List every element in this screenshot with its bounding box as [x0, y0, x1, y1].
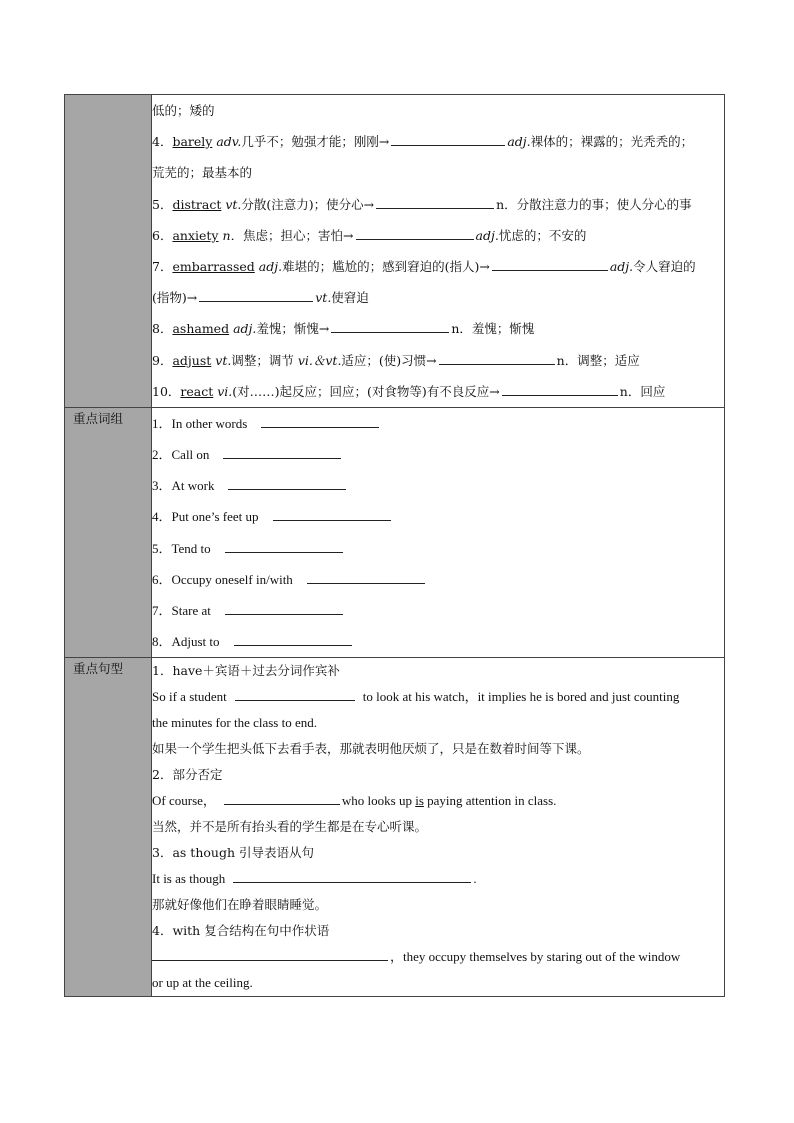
sentences-content: [152, 658, 725, 997]
phrase-item: 4．Put one’s feet up: [152, 501, 724, 532]
sentences-row: [65, 658, 725, 997]
phrase-item: 7．Stare at: [152, 595, 724, 626]
sentence-1-english-cont: the minutes for the class to end.: [152, 715, 317, 731]
answer-blank[interactable]: [228, 476, 346, 490]
answer-blank[interactable]: [391, 132, 505, 146]
word-barely: barely: [172, 134, 213, 150]
vocab-item-8: 8．ashamed adj.羞愧；惭愧→ n．羞愧；惭愧: [152, 321, 535, 337]
phrase-item: 8．Adjust to: [152, 626, 724, 657]
phrases-content: [152, 407, 725, 658]
answer-blank[interactable]: [224, 791, 340, 805]
answer-blank[interactable]: [439, 351, 555, 365]
sentences-label: 重点句型: [73, 661, 124, 677]
sentence-4-english-cont: or up at the ceiling.: [152, 975, 253, 991]
sentence-2-chinese: 当然，并不是所有抬头看的学生都是在专心听课。: [152, 819, 428, 835]
phrase-item: 3．At work: [152, 470, 724, 501]
vocab-item-7: 7．embarrassed adj.难堪的；尴尬的；感到窘迫的(指人)→ adj.令人窘迫的: [152, 258, 696, 274]
worksheet-table: [64, 94, 725, 997]
vocab-row: [65, 95, 725, 408]
word-distract: distract: [172, 196, 222, 212]
answer-blank[interactable]: [376, 195, 494, 209]
phrase-item: 6．Occupy oneself in/with: [152, 564, 724, 595]
answer-blank[interactable]: [307, 570, 425, 584]
sentence-3-title: 3．as though 引导表语从句: [152, 845, 314, 861]
phrases-row: [65, 407, 725, 658]
vocab-item-6: 6．anxiety n．焦虑；担心；害怕→ adj.忧虑的；不安的: [152, 227, 587, 243]
vocab-item-9: 9．adjust vt.调整；调节 vi.＆vt.适应；(使)习惯→ n．调整；适应: [152, 352, 640, 368]
word-adjust: adjust: [172, 352, 212, 368]
sentence-3-chinese: 那就好像他们在睁着眼睛睡觉。: [152, 897, 328, 913]
answer-blank[interactable]: [152, 947, 388, 961]
phrases-side-cell: [65, 407, 152, 658]
answer-blank[interactable]: [223, 445, 341, 459]
answer-blank[interactable]: [199, 288, 313, 302]
answer-blank[interactable]: [502, 382, 618, 396]
answer-blank[interactable]: [273, 507, 391, 521]
vocab-content: [152, 95, 725, 408]
answer-blank[interactable]: [225, 601, 343, 615]
answer-blank[interactable]: [233, 869, 471, 883]
word-anxiety: anxiety: [172, 227, 219, 243]
answer-blank[interactable]: [261, 414, 379, 428]
sentence-4-english: ，they occupy themselves by staring out of the window: [152, 944, 724, 970]
answer-blank[interactable]: [235, 687, 355, 701]
sentence-3-english: It is as though .: [152, 871, 477, 887]
phrases-label: 重点词组: [73, 410, 124, 426]
answer-blank[interactable]: [234, 632, 352, 646]
answer-blank[interactable]: [331, 319, 449, 333]
vocab-side-cell: [65, 95, 152, 408]
sentence-2-english: Of course， who looks up is paying attention in class.: [152, 793, 557, 809]
sentence-1-chinese: 如果一个学生把头低下去看手表，那就表明他厌烦了，只是在数着时间等下课。: [152, 741, 590, 757]
vocab-item-7b: (指物)→ vt.使窘迫: [152, 290, 369, 306]
word-react: react: [180, 383, 214, 399]
answer-blank[interactable]: [492, 257, 608, 271]
vocab-item-10: 10．react vi.(对……)起反应；回应；(对食物等)有不良反应→ n．回应: [152, 383, 666, 399]
vocab-item-4: 4．barely adv.几乎不；勉强才能；刚刚→ adj.裸体的；裸露的；光秃秃的；: [152, 134, 694, 150]
sentences-side-cell: [65, 658, 152, 997]
sentence-1-title: 1．have＋宾语＋过去分词作宾补: [152, 663, 340, 679]
vocab-line-3: 荒芜的；最基本的: [152, 165, 253, 181]
phrase-item: 2．Call on: [152, 439, 724, 470]
sentence-2-title: 2．部分否定: [152, 767, 223, 783]
sentence-1-english: So if a student to look at his watch，it implies he is bored and just counting: [152, 689, 680, 705]
phrase-item: 1．In other words: [152, 408, 724, 439]
word-embarrassed: embarrassed: [172, 258, 255, 274]
sentence-4-title: 4．with 复合结构在句中作状语: [152, 923, 330, 939]
answer-blank[interactable]: [356, 226, 474, 240]
vocab-item-5: 5．distract vt.分散(注意力)；使分心→ n．分散注意力的事；使人分心的事: [152, 196, 692, 212]
vocab-line-1: 低的；矮的: [152, 103, 215, 118]
word-ashamed: ashamed: [172, 321, 230, 337]
phrase-item: 5．Tend to: [152, 533, 724, 564]
answer-blank[interactable]: [225, 539, 343, 553]
